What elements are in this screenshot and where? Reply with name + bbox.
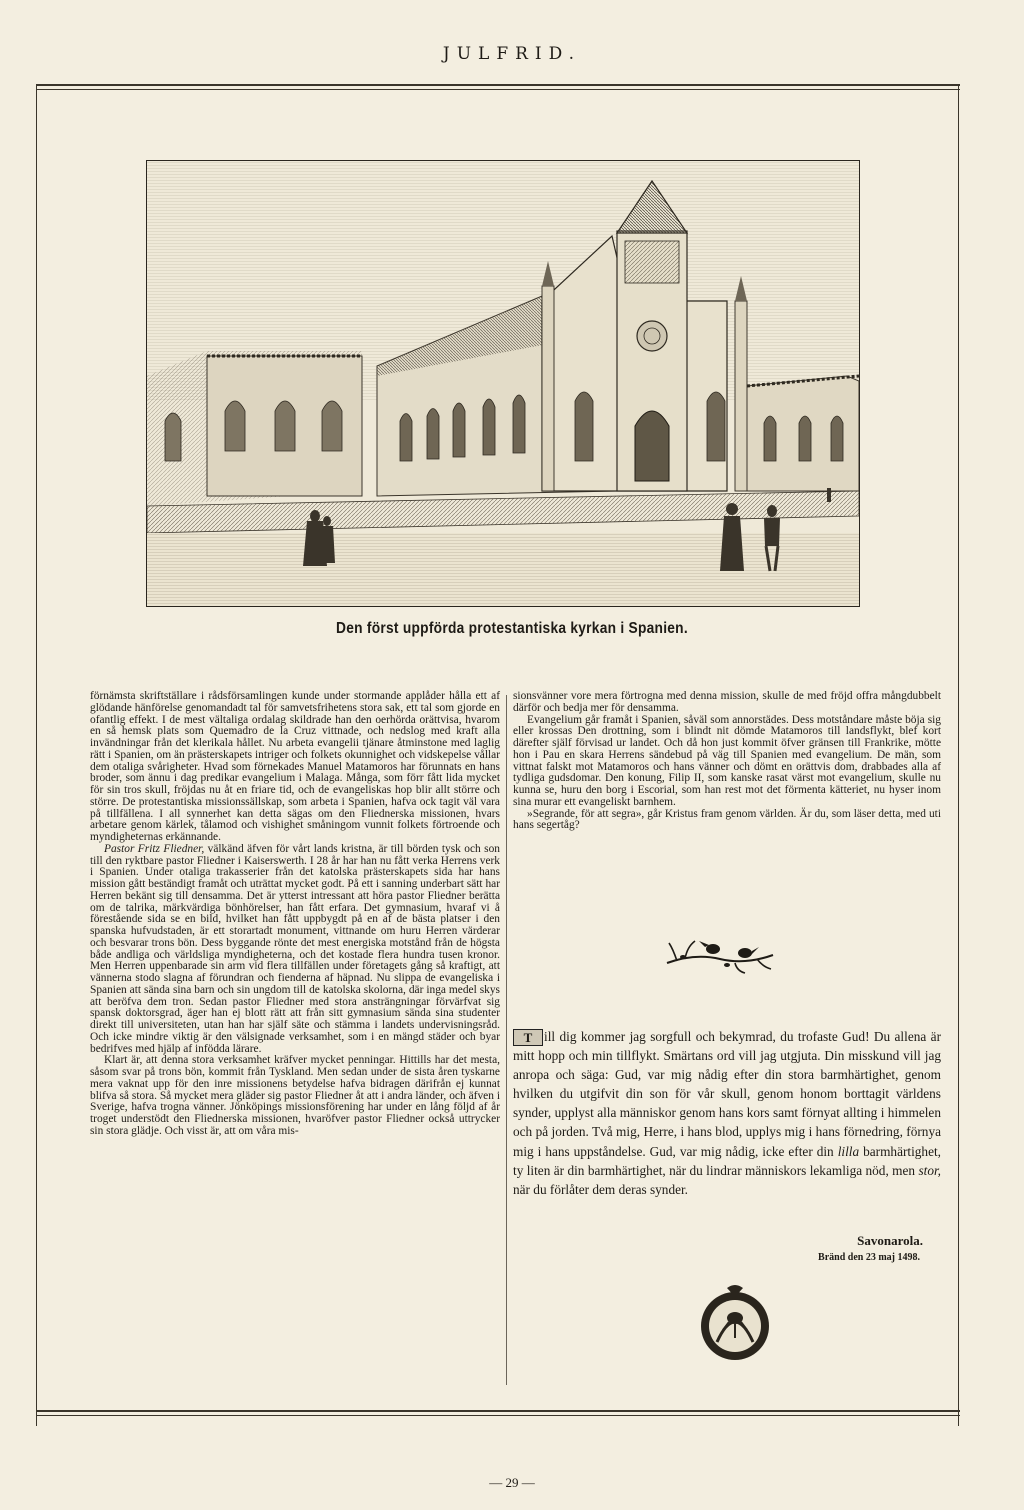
page-number: — 29 — bbox=[489, 1475, 535, 1490]
right-paragraph-1: sionsvänner vore mera förtrogna med denna mission, skulle de med fröjd offra mångdubbelt därför och bedja mer för densamma. bbox=[513, 690, 941, 714]
left-paragraph-2 bbox=[90, 844, 500, 1056]
bottom-rule bbox=[36, 1410, 960, 1412]
column-divider bbox=[506, 695, 507, 1385]
left-column bbox=[90, 691, 500, 1138]
birds-vignette bbox=[665, 933, 775, 975]
church-engraving bbox=[146, 160, 860, 607]
top-rule bbox=[36, 84, 960, 86]
running-header: JULFRID. bbox=[442, 44, 582, 64]
floral-ornament bbox=[697, 1282, 773, 1368]
prayer-note: Bränd den 23 maj 1498. bbox=[818, 1252, 920, 1263]
pastor-name: Pastor Fritz Fliedner, bbox=[104, 842, 205, 855]
prayer-emphasis-1: lilla bbox=[837, 1143, 860, 1159]
savonarola-prayer bbox=[513, 1027, 941, 1199]
left-frame-rule bbox=[36, 86, 37, 1426]
right-column bbox=[513, 691, 941, 832]
prayer-text-2: barmhärtighet, ty liten är din barmhärtighet, när du lindrar människors lekamliga nöd, men bbox=[513, 1143, 942, 1178]
bottom-rule-thin bbox=[36, 1415, 960, 1416]
prayer-emphasis-2: stor, bbox=[918, 1162, 941, 1178]
prayer-text-1: ill dig kommer jag sorgfull och bekymrad, du trofaste Gud! Du allena är mitt hopp och min tillflykt. Smärtans ord vill jag utgjuta. Din misskund vill jag anropa och säga: Gud, var mig nådig efter din stora barmhärtighet, genom hvilken du utgifvit din son för vår skull, genom honom borttagit världens synder, upplyst alla människor genom hans kors samt förnyat allting i himmelen och på jorden. Två mig, Herre, i hans blod, upplys mig i hans förnedring, förnya mig i hans uppståndelse. Gud, var mig nådig, icke efter din bbox=[513, 1029, 941, 1159]
left-paragraph-3: Klart är, att denna stora verksamhet kräfver mycket penningar. Hittills har det mesta, såsom svar på trons bön, kommit från Tyskland. Men sedan under de sista åren tyskarne mera vaknat upp för den inre missionens betydelse hafva bidragen därifrån ej kunnat blifva så stora. Så mycket mera gläder sig pastor Fliedner åt att i andra länder, och äfven i Sverige, hafva trogna vänner. Jönköpings missionsförening har under en lång följd af år troget understödt den Fliednerska missionen, hvaröfver pastor Fliedner också uttrycker sin stora glädje. Och visst är, att om våra mis- bbox=[90, 1054, 500, 1137]
drop-cap: T bbox=[513, 1029, 543, 1046]
right-frame-rule bbox=[958, 86, 959, 1426]
right-paragraph-2: Evangelium går framåt i Spanien, såväl som annorstädes. Dess motståndare måste böja sig eller krossas Den drottning, som i blindt nit dömde Matamoros till landsflykt, blef kort därefter själf förvisad ur landet. Och då hon just kommit öfver gränsen till Frankrike, mötte hon i Pau en skara Herrens sändebud på väg till Spanien med evangelium. De män, som vittnat falskt mot Matamoros och hans vänner och dömt en orättvis dom, drabbades alla af tydliga gudsdomar. Den konung, Filip II, som kanske rasat värst mot evangelium, skulle nu kunna se, huru den borg i Escorial, som han rest mot det förmenta kätteriet, nu hyser inom sina murar ett evangeliskt barnhem. bbox=[513, 713, 941, 808]
illustration-caption: Den först uppförda protestantiska kyrkan i Spanien. bbox=[336, 620, 688, 637]
prayer-text-3: när du förlåter dem deras synder. bbox=[513, 1181, 689, 1197]
prayer-author: Savonarola. bbox=[857, 1233, 923, 1248]
church-drawing bbox=[147, 161, 859, 606]
top-rule-thin bbox=[36, 89, 960, 90]
right-paragraph-3: »Segrande, för att segra», går Kristus fram genom världen. Är du, som läser detta, med uti hans segertåg? bbox=[513, 807, 941, 832]
left-paragraph-1: förnämsta skriftställare i rådsförsamlingen kunde under stormande applåder hålla ett af glödande hänförelse genomandadt tal för samvetsfrihetens stora sak, ett tal som gjorde en ofantlig effekt. I de mest vältaliga ordalag skildrade han den oerhörda orättvisa, hvarom en så hemsk plats som Quemadro de la Cruz vittnade, och nedslog med kraft alla invändningar från det klerikala hållet. Nu arbeta evangelii tjänare åtminstone med laglig rätt i Spanien, om än prästerskapets intriger och folkets okunnighet och vidskepelse vållar dem otaliga svårigheter. Hvad som förnekades Manuel Matamoros har förunnats en hans broder, som ännu i dag predikar evangelium i Malaga. Många, som förr fått lida mycket för sin tros skull, fröjdas nu åt en friare tid, och de evangeliskas hop blir allt större och större. De protestantiska missionssällskap, som arbeta i Spanien, hafva ock tagit väl vara på tillfällena. I all synnerhet kan detta sägas om den Fliednerska missionen, hvars arbetare genom kärlek, tålamod och vishighet småningom vunnit folkets förtroende och myndigheternas erkännande. bbox=[90, 690, 500, 843]
left-paragraph-2-text: välkänd äfven för vårt lands kristna, är till börden tysk och son till den ryktbare pastor Fliedner i Kaiserswerth. I 28 år har han nu fått verka Herrens verk i Spanien. Under otaliga trakasserier från det katolska prästerskapets sida har hans mission gått beständigt framåt och uträttat mycket godt. På ett i sanning underbart sätt har Herren bekänt sig till densamma. Det är ytterst intressant att höra pastor Fliedner berätta om de talrika, märkvärdiga bönhörelser, han fått erfara. Det gymnasium, hvaraf vi å förestående sida se en bild, hvilket han fått uppbygdt på en af de bästa platser i den spanska hufvudstaden, är ett storartadt monument, vittnande om huru Herren värderar och besvarar trons bön. Dess byggande rönte det mest energiska motstånd från de högsta både andliga och världsliga myndigheterna, och det kostade flera hundra tusen kronor. Men Herren uppenbarade sin arm vid flera tillfällen under företagets gång så kraftigt, att vännerna stodo slagna af förundran och fienderna af häpnad. Nu slippa de evangeliska i Spanien att sända sina barn och sin ungdom till de katolska skolorna, där inga medel skys att beröfva dem tron. Sedan pastor Fliedner med stora ansträngningar förvärfvat sig spansk doktorsgrad, äger han ej blott rätt att från sitt gymnasium sända sina studenter direkt till universiteten, utan han har själf säte och stämma i landets undervisningsråd. Och icke mindre viktig är den välsignade verksamhet, som i en mängd städer och byar bedrifves med hjälp af infödda lärare. bbox=[90, 842, 500, 1055]
